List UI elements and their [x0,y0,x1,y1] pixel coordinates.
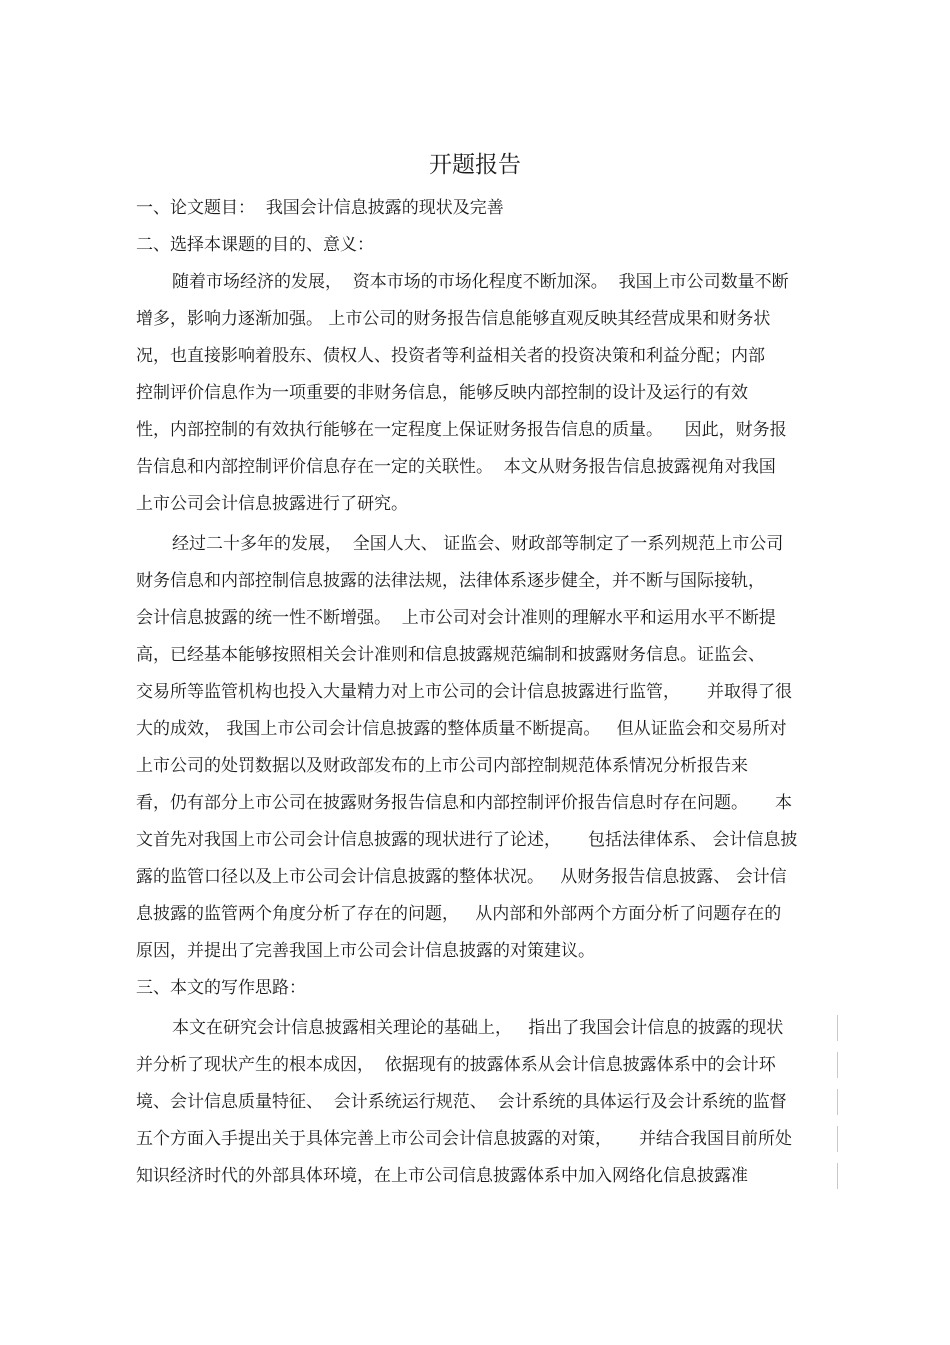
paragraph-line: 增多，影响力逐渐加强。 上市公司的财务报告信息能够直观反映其经营成果和财务状 [136,309,771,329]
paragraph-line: 财务信息和内部控制信息披露的法律法规，法律体系逐步健全，并不断与国际接轨， [136,571,765,591]
paragraph-line: 并分析了现状产生的根本成因， 依据现有的披露体系从会计信息披露体系中的会计环 [136,1055,776,1075]
paragraph-line: 上市公司的处罚数据以及财政部发布的上市公司内部控制规范体系情况分析报告来 [136,756,748,776]
paragraph-line: 看，仍有部分上市公司在披露财务报告信息和内部控制评价报告信息时存在问题。 本 [136,793,793,813]
paragraph-line: 交易所等监管机构也投入大量精力对上市公司的会计信息披露进行监管， 并取得了很 [136,682,793,702]
section1-heading: 一、论文题目： [136,198,255,218]
paragraph-line: 大的成效， 我国上市公司会计信息披露的整体质量不断提高。 但从证监会和交易所对 [136,719,787,739]
paragraph-line: 息披露的监管两个角度分析了存在的问题， 从内部和外部两个方面分析了问题存在的 [136,904,782,924]
margin-rule [837,1052,838,1078]
paragraph-line: 随着市场经济的发展， 资本市场的市场化程度不断加深。 我国上市公司数量不断 [172,272,789,292]
paragraph-line: 告信息和内部控制评价信息存在一定的关联性。 本文从财务报告信息披露视角对我国 [136,457,776,477]
paragraph-line: 原因，并提出了完善我国上市公司会计信息披露的对策建议。 [136,941,595,961]
margin-rule [837,1126,838,1152]
margin-rule [837,1163,838,1189]
paragraph-line: 上市公司会计信息披露进行了研究。 [136,494,408,514]
paragraph-line: 五个方面入手提出关于具体完善上市公司会计信息披露的对策， 并结合我国目前所处 [136,1129,793,1149]
paragraph-line: 高，已经基本能够按照相关会计准则和信息披露规范编制和披露财务信息。证监会、 [136,645,765,665]
thesis-title: 我国会计信息披露的现状及完善 [265,198,504,218]
paragraph-line: 况，也直接影响着股东、债权人、投资者等利益相关者的投资决策和利益分配；内部 [136,346,765,366]
paragraph-line: 知识经济时代的外部具体环境，在上市公司信息披露体系中加入网络化信息披露准 [136,1166,748,1186]
paragraph-line: 经过二十多年的发展， 全国人大、 证监会、财政部等制定了一系列规范上市公司 [172,534,784,554]
section1-heading-line [136,195,504,221]
section3-heading: 三、本文的写作思路： [136,978,306,998]
paragraph-line: 文首先对我国上市公司会计信息披露的现状进行了论述， 包括法律体系、 会计信息披 [136,830,798,850]
margin-rule [837,1089,838,1115]
paragraph-line: 会计信息披露的统一性不断增强。 上市公司对会计准则的理解水平和运用水平不断提 [136,608,776,628]
paragraph-line: 性，内部控制的有效执行能够在一定程度上保证财务报告信息的质量。 因此，财务报 [136,420,787,440]
paragraph-line: 控制评价信息作为一项重要的非财务信息，能够反映内部控制的设计及运行的有效 [136,383,748,403]
document-title: 开题报告 [429,152,521,178]
paragraph-line: 本文在研究会计信息披露相关理论的基础上， 指出了我国会计信息的披露的现状 [172,1018,784,1038]
margin-rule [837,1015,838,1041]
section2-heading: 二、选择本课题的目的、意义： [136,235,374,255]
paragraph-line: 露的监管口径以及上市公司会计信息披露的整体状况。 从财务报告信息披露、 会计信 [136,867,787,887]
paragraph-line: 境、会计信息质量特征、 会计系统运行规范、 会计系统的具体运行及会计系统的监督 [136,1092,787,1112]
